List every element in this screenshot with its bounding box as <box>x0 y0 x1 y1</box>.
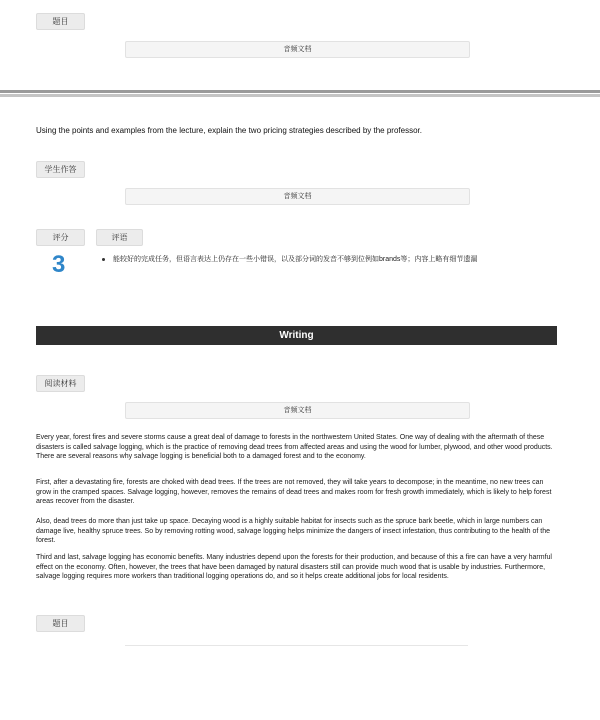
comment-body: 能较好的完成任务，但语言表达上仍存在一些小错误，以及部分词的发音不够到位例如brands等；内容上略有细节遗漏 <box>113 256 478 263</box>
question-tag[interactable]: 题目 <box>36 13 85 30</box>
section-divider <box>0 90 600 93</box>
reading-paragraph: Third and last, salvage logging has economic benefits. Many industries depend upon the forests for their production, and because of this a fire can have a very harmful effect on the economy. Often, however, the trees that have been damaged by natural disasters still can provide much wood that is usable by industries. Furthermore, salvage logging requires more workers than traditional logging operations do, and so it helps create additional jobs for local residents. <box>36 554 552 581</box>
speaking-prompt: Using the points and examples from the lecture, explain the two pricing strategies described by the professor. <box>36 126 422 135</box>
writing-question-tag[interactable]: 题目 <box>36 615 85 632</box>
writing-section-header: Writing <box>36 326 557 345</box>
reading-audio-player[interactable]: 音频文档 <box>125 402 470 419</box>
bullet-icon <box>102 258 105 261</box>
score-tag[interactable]: 评分 <box>36 229 85 246</box>
reading-material-tag[interactable]: 阅读材料 <box>36 375 85 392</box>
audio-document-player[interactable]: 音频文档 <box>125 41 470 58</box>
reading-paragraph: Also, dead trees do more than just take up space. Decaying wood is a highly suitable habitat for insects such as the spruce bark beetle, which in large numbers can damage live, healthy spruce trees. So by removing rotting wood, salvage logging helps minimize the dangers of insect infestation, thus contributing to the health of the forest. <box>36 518 551 545</box>
audio-player-edge <box>125 645 468 646</box>
student-audio-player[interactable]: 音频文档 <box>125 188 470 205</box>
section-divider-shadow <box>0 94 600 97</box>
reading-paragraph: Every year, forest fires and severe storms cause a great deal of damage to forests in the northwestern United States. One way of dealing with the aftermath of these disasters is called salvage logging, which is the practice of removing dead trees from affected areas and using the wood for lumber, plywood, and other wood products. There are several reasons why salvage logging is beneficial both to a damaged forest and to the economy. <box>36 434 553 461</box>
comment-text <box>102 255 572 265</box>
comment-tag[interactable]: 评语 <box>96 229 143 246</box>
reading-paragraph: First, after a devastating fire, forests are choked with dead trees. If the trees are not removed, they will take years to decompose; in the meantime, no new trees can grow in the cramped spaces. Salvage logging, however, removes the remains of dead trees and makes room for fresh growth immediately, which is likely to help forest areas recover from the disaster. <box>36 479 552 506</box>
student-answer-tag[interactable]: 学生作答 <box>36 161 85 178</box>
score-value: 3 <box>52 251 66 278</box>
